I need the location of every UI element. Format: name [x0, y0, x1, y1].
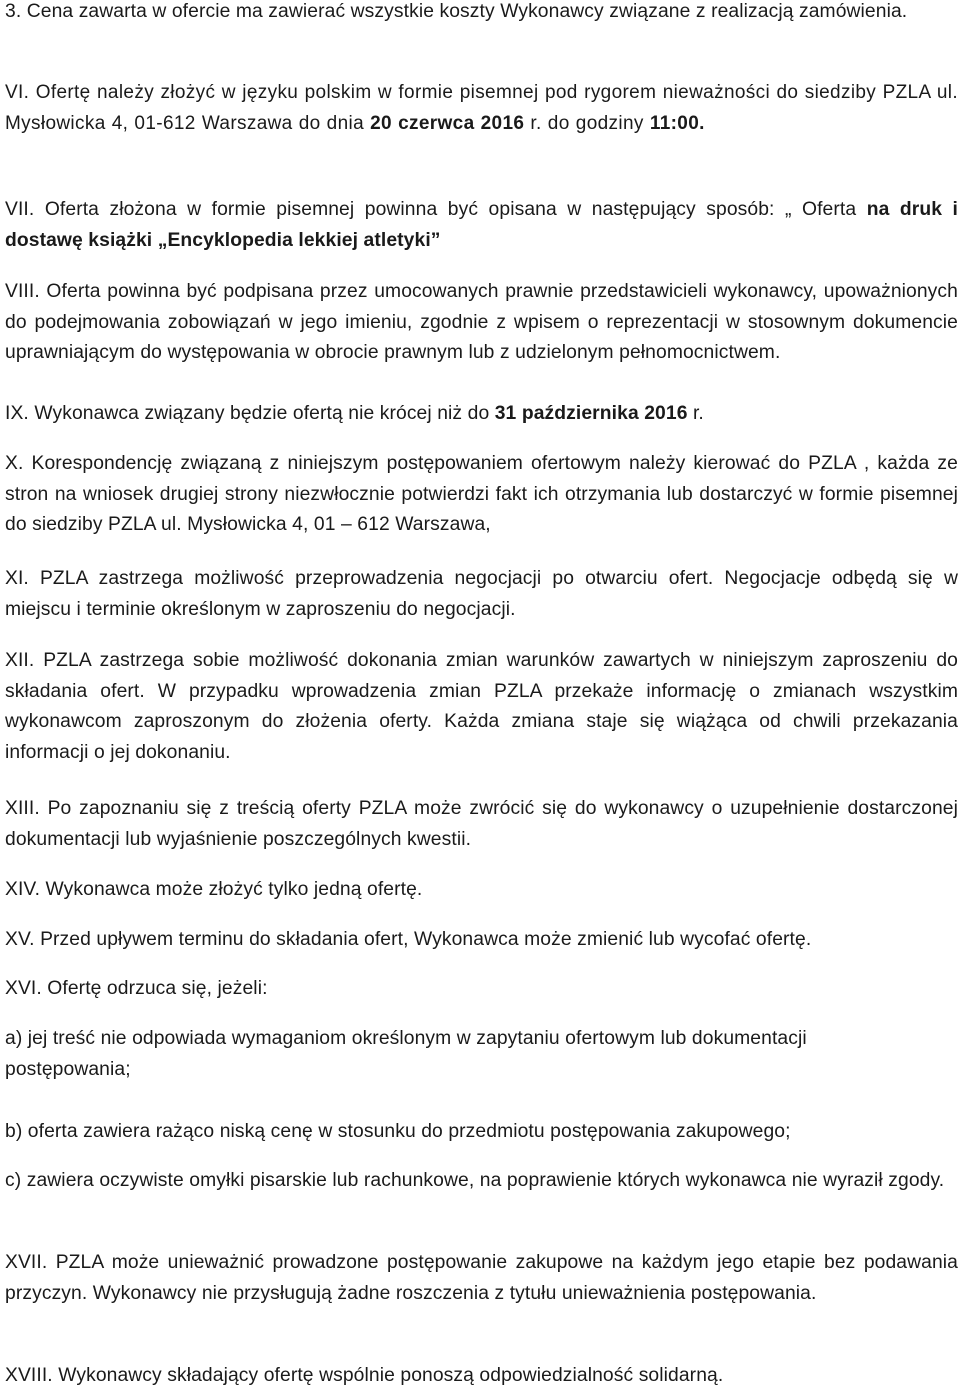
- paragraph-xi-text: XI. PZLA zastrzega możliwość przeprowadzenia negocjacji po otwarciu ofert. Negocjacje odbędą się w miejscu i terminie określonym w zaproszeniu do negocjacji.: [5, 568, 958, 620]
- paragraph-xvi-heading: XVI. Ofertę odrzuca się, jeżeli:: [5, 978, 268, 999]
- paragraph-vii-text: VII. Oferta złożona w formie pisemnej powinna być opisana w następujący sposób: „ Oferta: [5, 199, 867, 220]
- paragraph-x-text: X. Korespondencję związaną z niniejszym postępowaniem ofertowym należy kierować do PZLA , każda ze stron na wniosek drugiej strony niezwłocznie potwierdzi fakt ich otrzymania lub dostarczyć w formie pisemnej do siedziby PZLA ul. Mysłowicka 4, 01 – 612 Warszawa,: [5, 453, 958, 535]
- paragraph-xvi-c: [5, 1166, 958, 1197]
- paragraph-xvii: [5, 1248, 958, 1309]
- paragraph-vi: [5, 78, 958, 139]
- paragraph-xv: [5, 925, 958, 956]
- list-item-c: c) zawiera oczywiste omyłki pisarskie lub rachunkowe, na poprawienie których wykonawca nie wyraził zgody.: [5, 1170, 945, 1191]
- binding-date: 31 października 2016: [494, 403, 688, 424]
- paragraph-vi-text: VI. Ofertę należy złożyć w języku polskim w formie pisemnej pod rygorem nieważności do siedziby PZLA ul. Mysłowicka 4, 01-612 Warszawa do dnia: [5, 82, 958, 134]
- paragraph-vii: [5, 195, 958, 256]
- paragraph-ix: [5, 399, 958, 430]
- paragraph-xv-text: XV. Przed upływem terminu do składania ofert, Wykonawca może zmienić lub wycofać ofertę.: [5, 929, 812, 950]
- paragraph-xvi-a: [5, 1024, 835, 1085]
- paragraph-xiv-text: XIV. Wykonawca może złożyć tylko jedną ofertę.: [5, 879, 423, 900]
- paragraph-xvi-b: [5, 1117, 958, 1148]
- paragraph-ix-tail: r.: [687, 403, 704, 424]
- list-item-a: a) jej treść nie odpowiada wymaganiom określonym w zapytaniu ofertowym lub dokumentacji postępowania;: [5, 1028, 807, 1080]
- paragraph-xii: [5, 646, 958, 768]
- deadline-time: 11:00.: [649, 112, 705, 134]
- paragraph-xvii-text: XVII. PZLA może unieważnić prowadzone postępowanie zakupowe na każdym jego etapie bez podawania przyczyn. Wykonawcy nie przysługują żadne roszczenia z tytułu unieważnienia postępowania.: [5, 1252, 958, 1304]
- list-item-b: b) oferta zawiera rażąco niską cenę w stosunku do przedmiotu postępowania zakupowego;: [5, 1121, 791, 1142]
- paragraph-ix-text: IX. Wykonawca związany będzie ofertą nie krócej niż do: [5, 403, 495, 424]
- paragraph-x: [5, 449, 958, 541]
- paragraph-xiv: [5, 875, 958, 906]
- paragraph-xi: [5, 564, 958, 625]
- offer-label: na druk i dostawę książki „Encyklopedia lekkiej atletyki”: [5, 199, 959, 251]
- paragraph-xii-text: XII. PZLA zastrzega sobie możliwość dokonania zmian warunków zawartych w niniejszym zaproszeniu do składania ofert. W przypadku wprowadzenia zmian PZLA przekaże informację o zmianach wszystkim wykonawcom zaproszonym do złożenia oferty. Każda zmiana staje się wiążąca od chwili przekazania informacji o jej dokonaniu.: [5, 650, 958, 763]
- paragraph-xiii: [5, 794, 958, 855]
- paragraph-vi-text-2: r. do godziny: [524, 112, 650, 134]
- paragraph-xviii-text: XVIII. Wykonawcy składający ofertę wspólnie ponoszą odpowiedzialność solidarną.: [5, 1365, 724, 1386]
- paragraph-viii-text: VIII. Oferta powinna być podpisana przez umocowanych prawnie przedstawicieli wykonawcy, upoważnionych do podejmowania zobowiązań w jego imieniu, zgodnie z wpisem o reprezentacji w stosownym dokumencie uprawniającym do występowania w obrocie prawnym lub z udzielonym pełnomocnictwem.: [5, 281, 958, 363]
- paragraph-viii: [5, 277, 958, 369]
- deadline-date: 20 czerwca 2016: [370, 112, 525, 134]
- paragraph-xviii: [5, 1361, 958, 1392]
- paragraph-3-text: 3. Cena zawarta w ofercie ma zawierać wszystkie koszty Wykonawcy związane z realizacją zamówienia.: [5, 1, 908, 22]
- paragraph-3: [5, 0, 958, 28]
- paragraph-xvi: [5, 974, 958, 1005]
- paragraph-xiii-text: XIII. Po zapoznaniu się z treścią oferty PZLA może zwrócić się do wykonawcy o uzupełnienie dostarczonej dokumentacji lub wyjaśnienie poszczególnych kwestii.: [5, 798, 958, 850]
